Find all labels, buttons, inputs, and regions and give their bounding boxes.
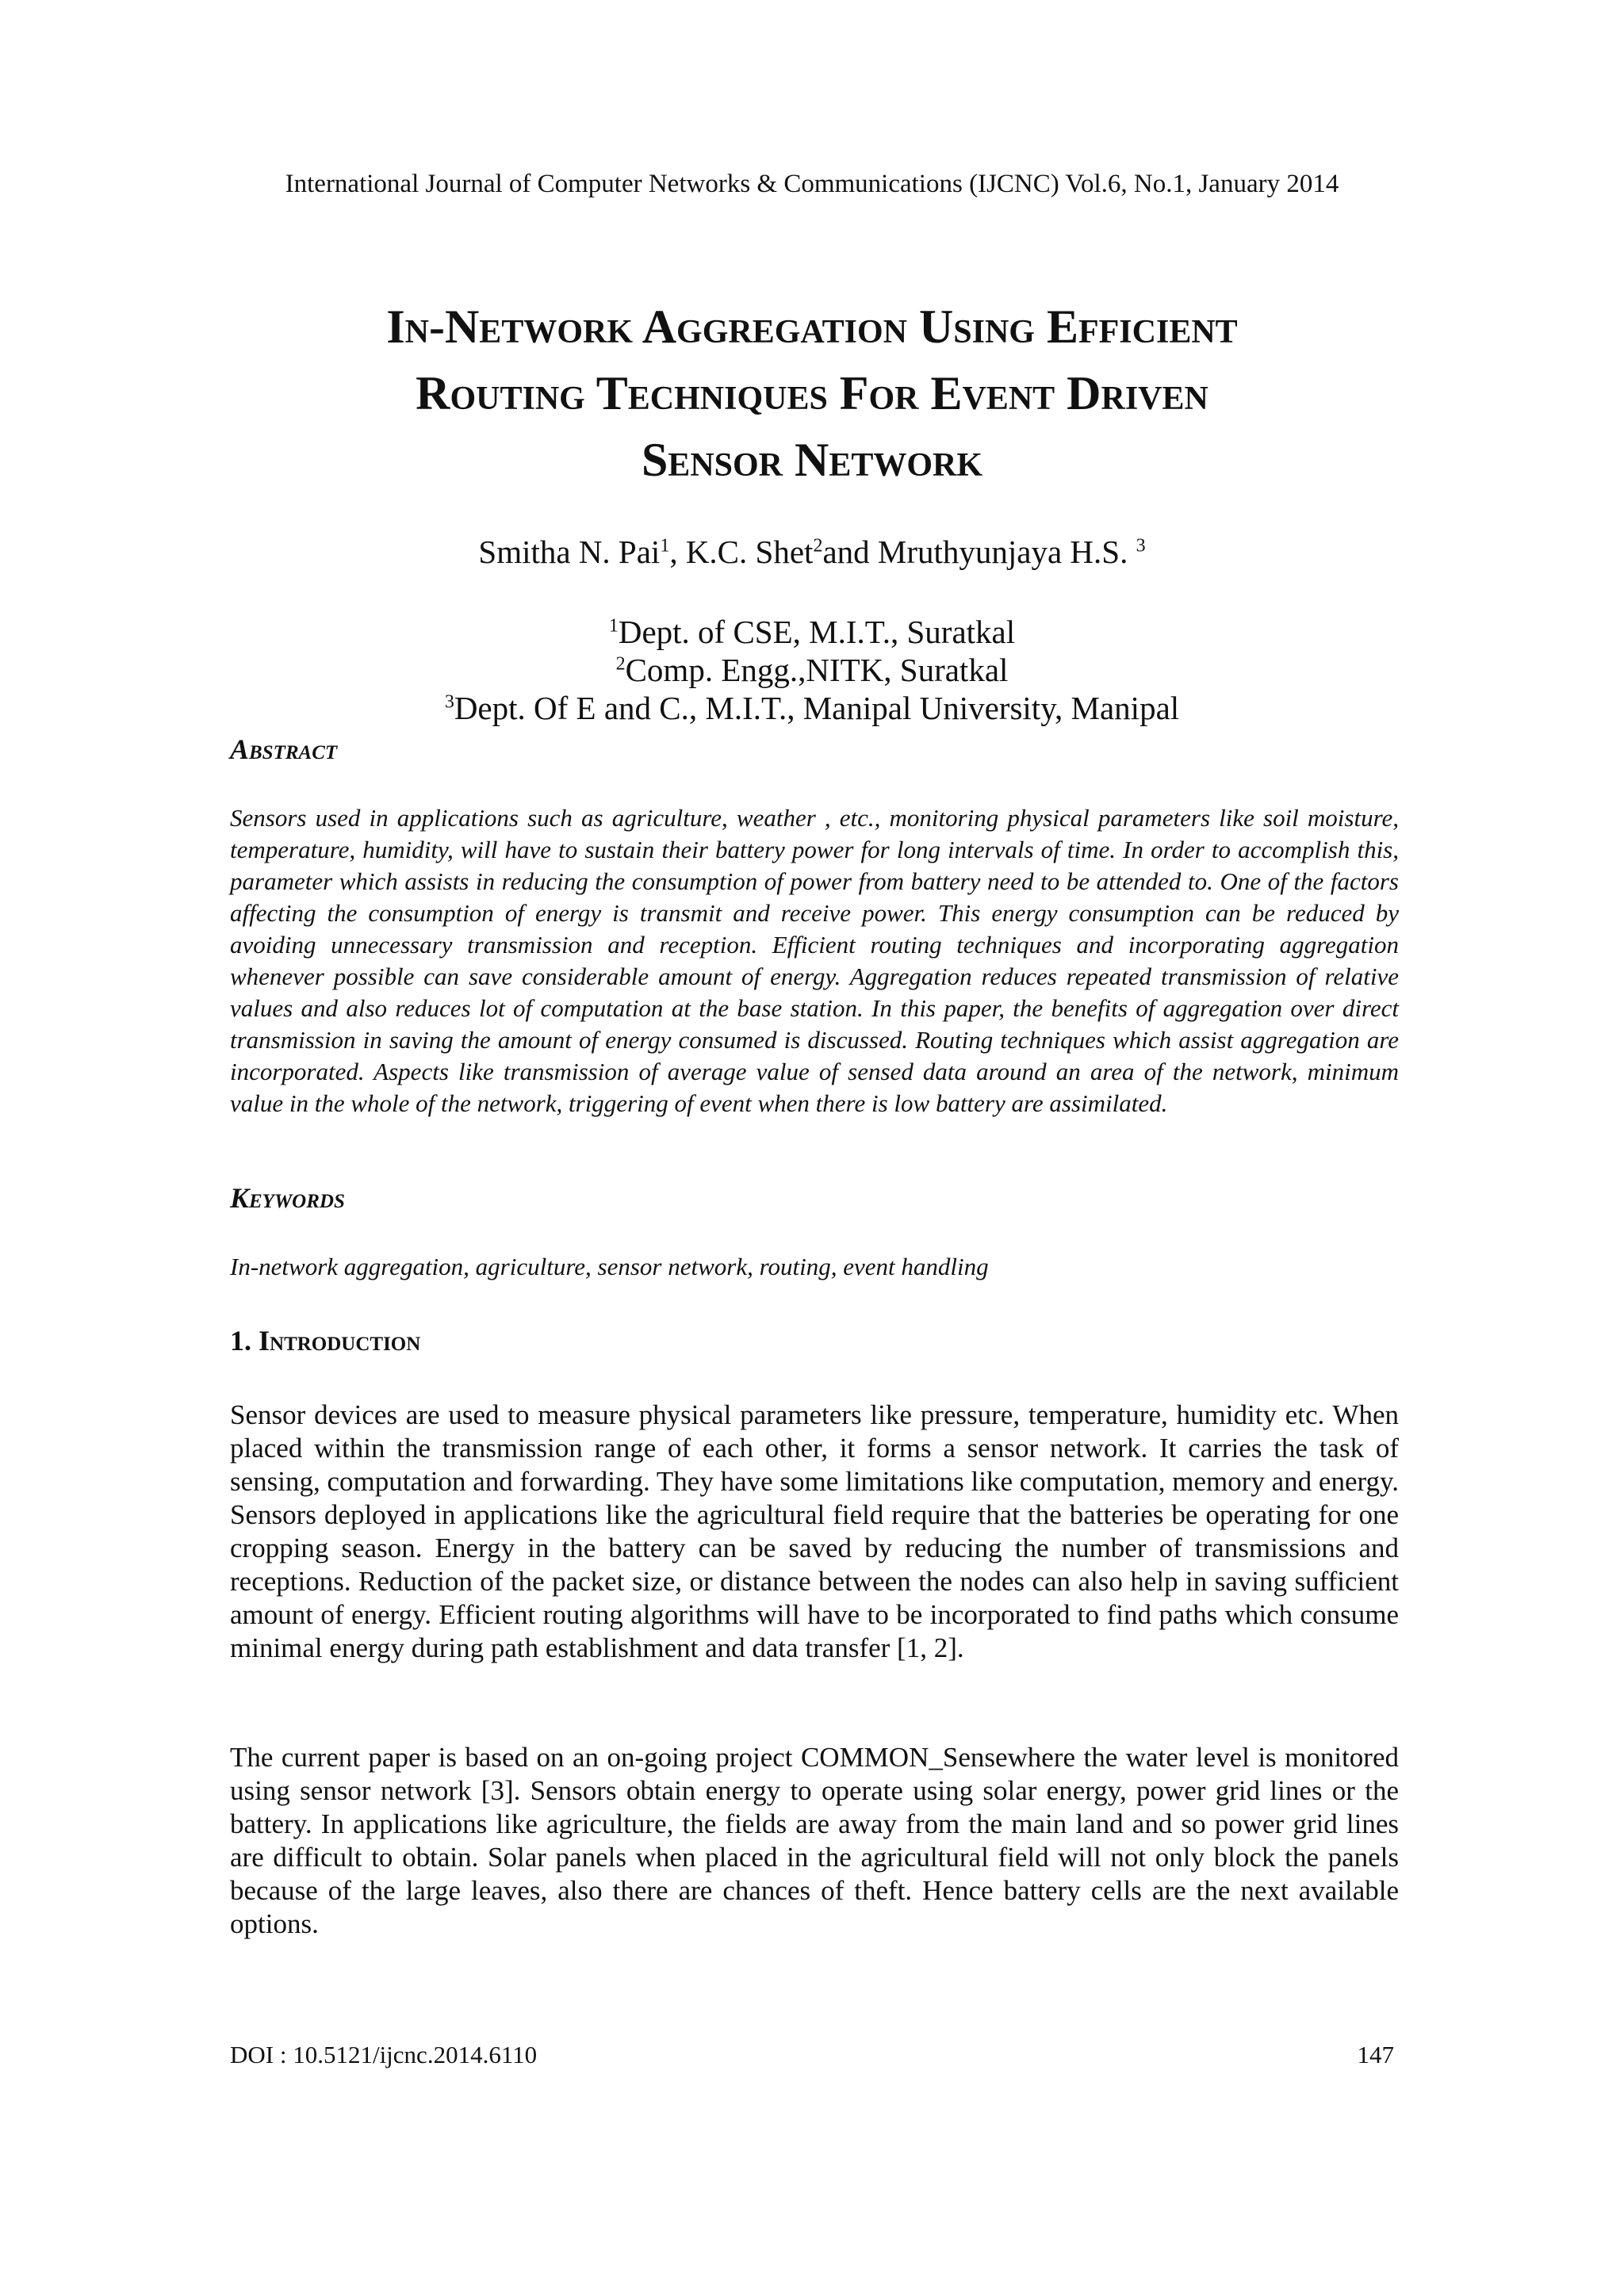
affiliation-3-sup: 3 <box>444 691 454 713</box>
affiliation-2-sup: 2 <box>615 653 626 675</box>
affiliation-2 <box>0 651 1624 689</box>
author-separator-1: , <box>669 534 686 570</box>
author-1-sup: 1 <box>660 535 670 557</box>
author-2-sup: 2 <box>813 535 823 557</box>
author-list <box>0 533 1624 571</box>
keywords-heading: Keywords <box>230 1182 345 1214</box>
introduction-heading: 1. Introduction <box>230 1325 421 1357</box>
affiliation-2-text: Comp. Engg.,NITK, Suratkal <box>625 652 1009 688</box>
affiliation-1-text: Dept. of CSE, M.I.T., Suratkal <box>618 614 1016 650</box>
title-line-2: Routing Techniques For Event Driven <box>416 367 1208 419</box>
footer-doi: DOI : 10.5121/ijcnc.2014.6110 <box>230 2041 538 2068</box>
abstract-text: Sensors used in applications such as agriculture, weather , etc., monitoring physical parameters like soil moisture, temperature, humidity, will have to sustain their battery power for long intervals of time. In order to accomplish this, parameter which assists in reducing the consumption of power from battery need to be attended to. One of the factors affecting the consumption of energy is transmit and receive power. This energy consumption can be reduced by avoiding unnecessary transmission and reception. Efficient routing techniques and incorporating aggregation whenever possible can save considerable amount of energy. Aggregation reduces repeated transmission of relative values and also reduces lot of computation at the base station. In this paper, the benefits of aggregation over direct transmission in saving the amount of energy consumed is discussed. Routing techniques which assist aggregation are incorporated. Aspects like transmission of average value of sensed data around an area of the network, minimum value in the whole of the network, triggering of event when there is low battery are assimilated. <box>230 804 1399 1117</box>
author-1-name: Smitha N. Pai <box>478 534 661 570</box>
author-separator-2: and <box>822 534 878 570</box>
paper-title <box>159 293 1465 493</box>
affiliation-3 <box>0 689 1624 727</box>
keywords-text: In-network aggregation, agriculture, sensor network, routing, event handling <box>230 1253 989 1280</box>
footer-page-number: 147 <box>1357 2041 1394 2068</box>
introduction-paragraph-2: The current paper is based on an on-going project COMMON_Sensewhere the water level is monitored using sensor network [3]. Sensors obtain energy to operate using solar energy, power grid lines or the battery. In applications like agriculture, the fields are away from the main land and so power grid lines are difficult to obtain. Solar panels when placed in the agricultural field will not only block the panels because of the large leaves, also there are chances of theft. Hence battery cells are the next available options. <box>230 1742 1399 1939</box>
affiliations <box>0 613 1624 727</box>
author-3-name: Mruthyunjaya H.S. <box>877 534 1136 570</box>
author-3-sup: 3 <box>1136 535 1146 557</box>
title-line-3: Sensor Network <box>641 434 983 486</box>
affiliation-3-text: Dept. Of E and C., M.I.T., Manipal University, Manipal <box>454 690 1180 726</box>
abstract-heading: Abstract <box>230 733 338 765</box>
affiliation-1 <box>0 613 1624 651</box>
introduction-paragraph-1: Sensor devices are used to measure physical parameters like pressure, temperature, humidity etc. When placed within the transmission range of each other, it forms a sensor network. It carries the task of sensing, computation and forwarding. They have some limitations like computation, memory and energy. Sensors deployed in applications like the agricultural field require that the batteries be operating for one cropping season. Energy in the battery can be saved by reducing the number of transmissions and receptions. Reduction of the packet size, or distance between the nodes can also help in saving sufficient amount of energy. Efficient routing algorithms will have to be incorporated to find paths which consume minimal energy during path establishment and data transfer [1, 2]. <box>230 1399 1399 1663</box>
affiliation-1-sup: 1 <box>608 615 619 637</box>
author-2-name: K.C. Shet <box>685 534 814 570</box>
running-head: International Journal of Computer Networks & Communications (IJCNC) Vol.6, No.1, January 2014 <box>285 170 1339 198</box>
title-line-1: In-Network Aggregation Using Efficient <box>386 300 1238 353</box>
